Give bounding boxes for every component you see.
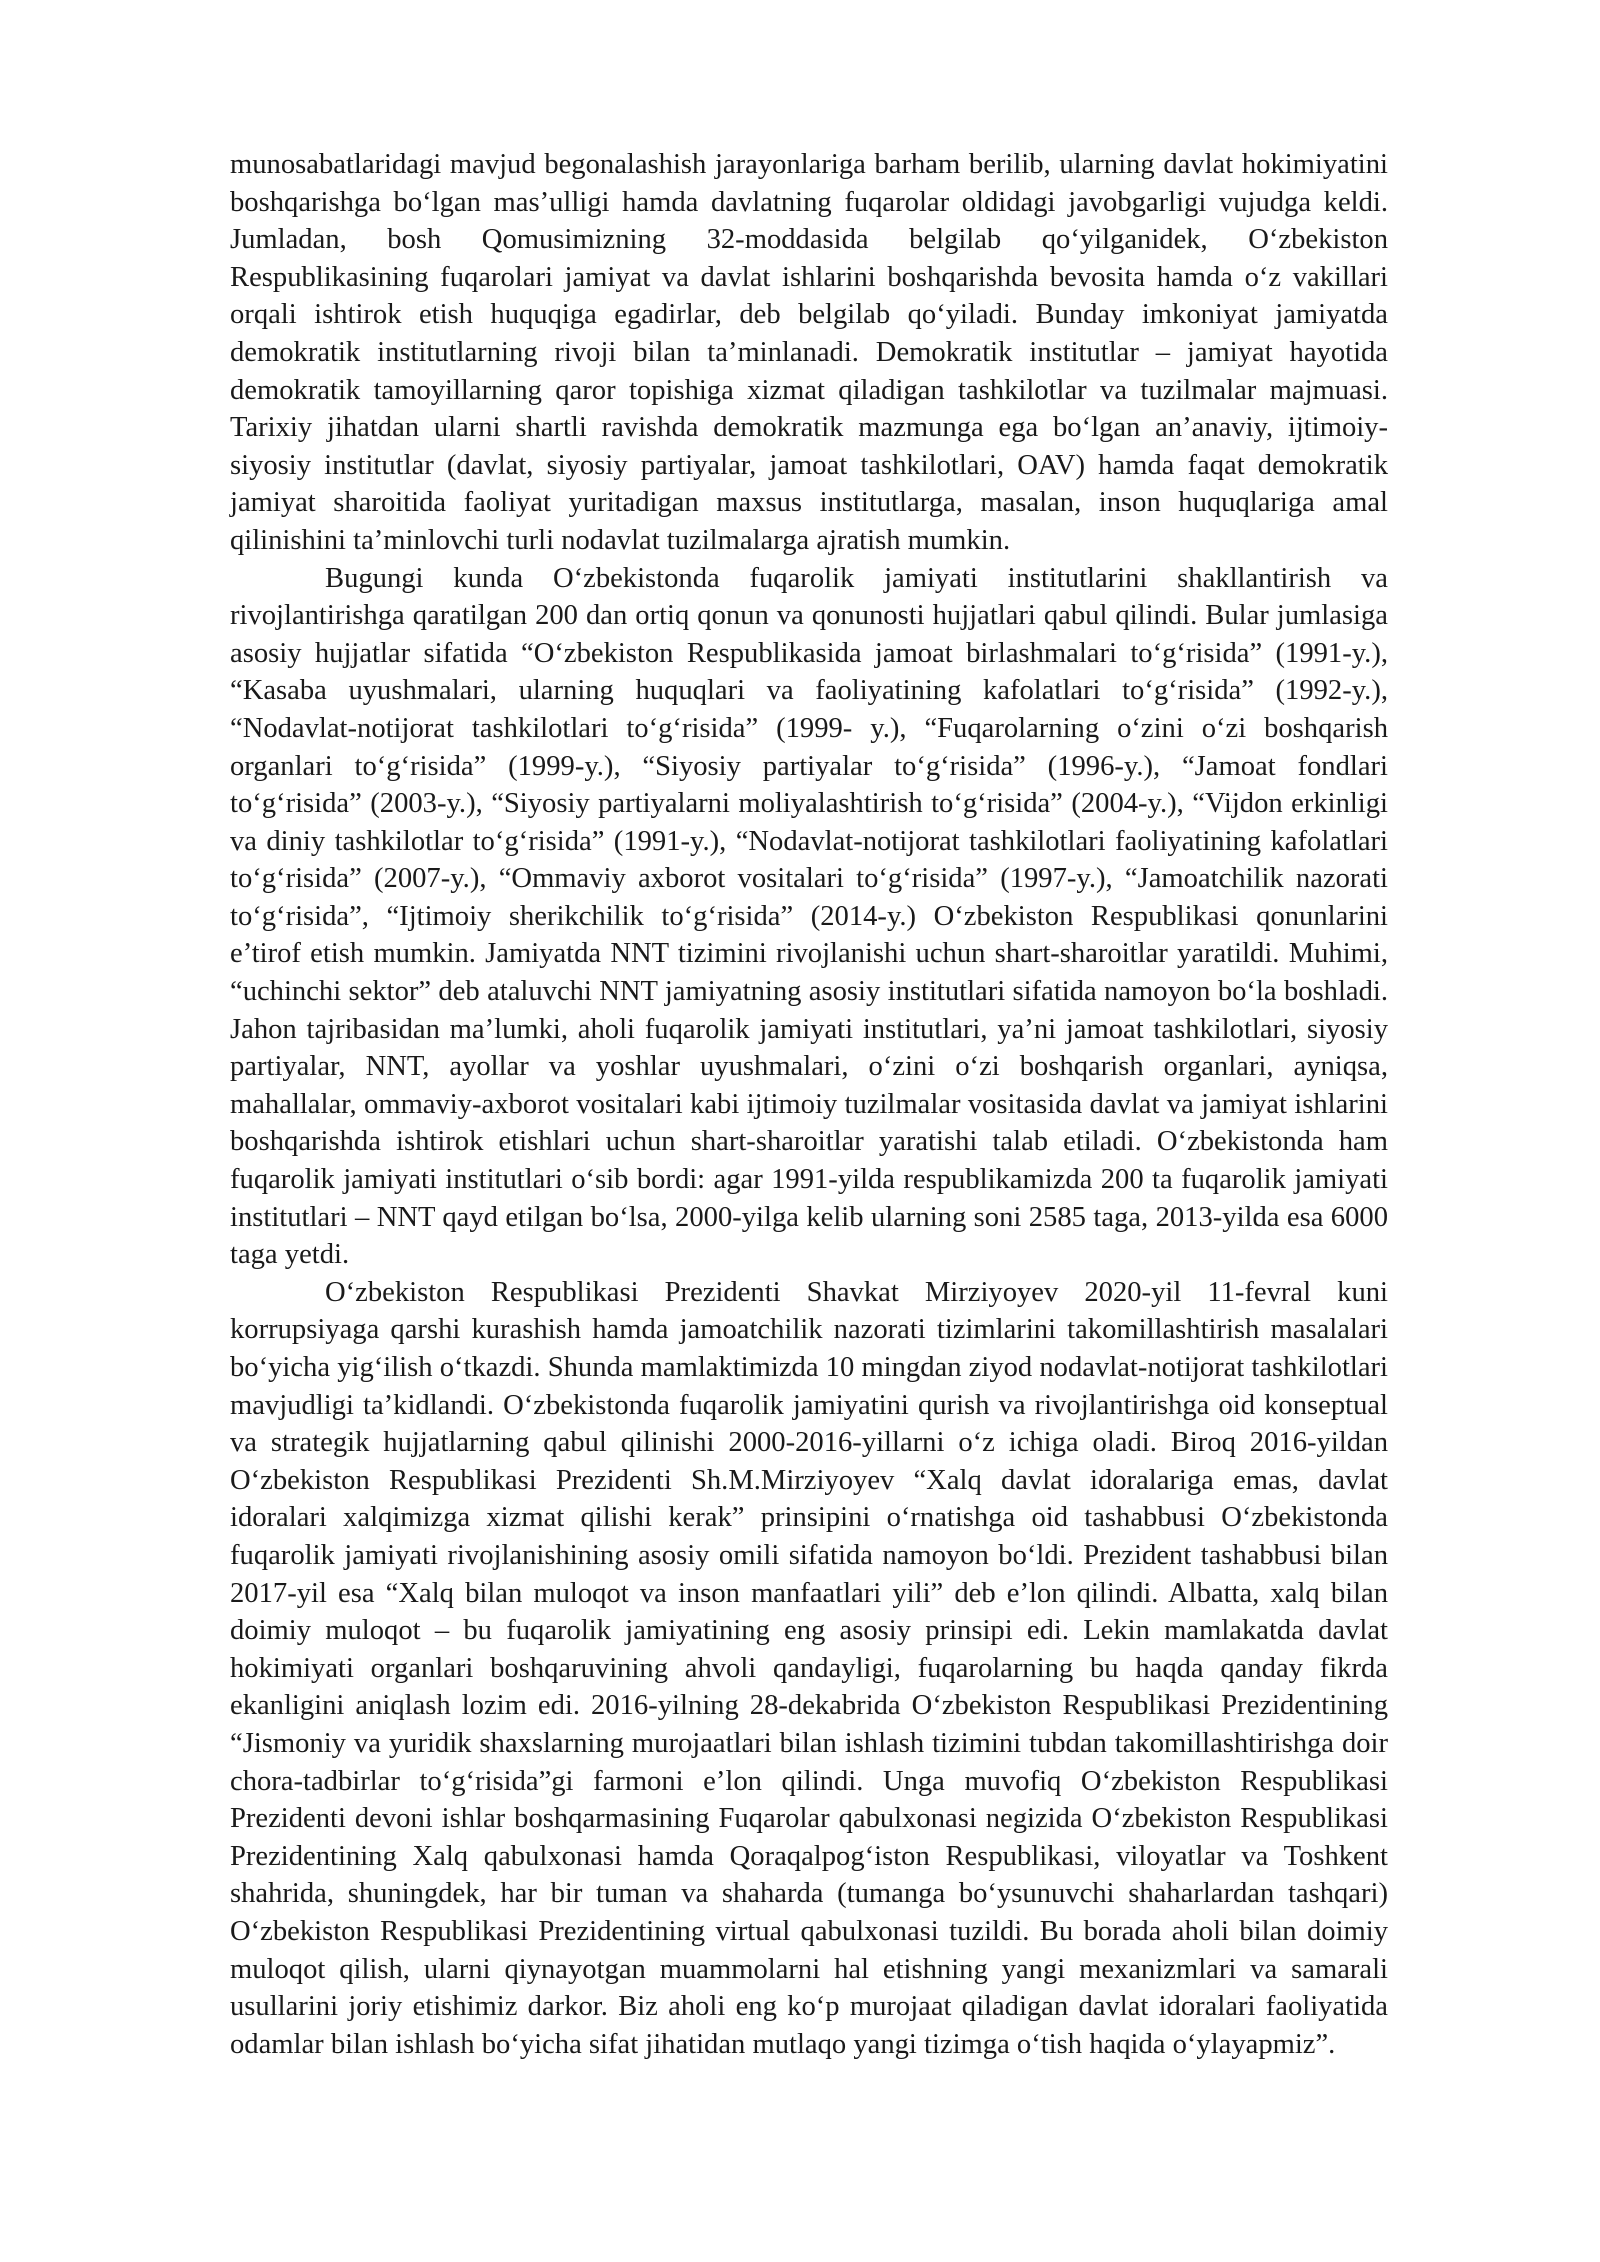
paragraph-3: O‘zbekiston Respublikasi Prezidenti Shavkat Mirziyoyev 2020-yil 11-fevral kuni korrupsiyaga qarshi kurashish hamda jamoatchilik nazorati tizimlarini takomillashtirish masalalari bo‘yicha yig‘ilish o‘tkazdi. Shunda mamlaktimizda 10 mingdan ziyod nodavlat-notijorat tashkilotlari mavjudligi ta’kidlandi. O‘zbekistonda fuqarolik jamiyatini qurish va rivojlantirishga oid konseptual va strategik hujjatlarning qabul qilinishi 2000-2016-yillarni o‘z ichiga oladi. Biroq 2016-yildan O‘zbekiston Respublikasi Prezidenti Sh.M.Mirziyoyev “Xalq davlat idoralariga emas, davlat idoralari xalqimizga xizmat qilishi kerak” prinsipini o‘rnatishga oid tashabbusi O‘zbekistonda fuqarolik jamiyati rivojlanishining asosiy omili sifatida namoyon bo‘ldi. Prezident tashabbusi bilan 2017-yil esa “Xalq bilan muloqot va inson manfaatlari yili” deb e’lon qilindi. Albatta, xalq bilan doimiy muloqot – bu fuqarolik jamiyatining eng asosiy prinsipi edi. Lekin mamlakatda davlat hokimiyati organlari boshqaruvining ahvoli qandayligi, fuqarolarning bu haqda qanday fikrda ekanligini aniqlash lozim edi. 2016-yilning 28-dekabrida O‘zbekiston Respublikasi Prezidentining “Jismoniy va yuridik shaxslarning murojaatlari bilan ishlash tizimini tubdan takomillashtirishga doir chora-tadbirlar to‘g‘risida”gi farmoni e’lon qilindi. Unga muvofiq O‘zbekiston Respublikasi Prezidenti devoni ishlar boshqarmasining Fuqarolar qabulxonasi negizida O‘zbekiston Respublikasi Prezidentining Xalq qabulxonasi hamda Qoraqalpog‘iston Respublikasi, viloyatlar va Toshkent shahrida, shuningdek, har bir tuman va shaharda (tumanga bo‘ysunuvchi shaharlardan tashqari) O‘zbekiston Respublikasi Prezidentining virtual qabulxonasi tuzildi. Bu borada aholi bilan doimiy muloqot qilish, ularni qiynayotgan muammolarni hal etishning yangi mexanizmlari va samarali usullarini joriy etishimiz darkor. Biz aholi eng ko‘p murojaat qiladigan davlat idoralari faoliyatida odamlar bilan ishlash bo‘yicha sifat jihatidan mutlaqo yangi tizimga o‘tish haqida o‘ylayapmiz”.: [230, 1276, 1388, 2060]
document-page: [230, 146, 1388, 2063]
paragraph-2: Bugungi kunda O‘zbekistonda fuqarolik jamiyati institutlarini shakllantirish va rivojlantirishga qaratilgan 200 dan ortiq qonun va qonunosti hujjatlari qabul qilindi. Bular jumlasiga asosiy hujjatlar sifatida “O‘zbekiston Respublikasida jamoat birlashmalari to‘g‘risida” (1991-y.), “Kasaba uyushmalari, ularning huquqlari va faoliyatining kafolatlari to‘g‘risida” (1992-y.), “Nodavlat-notijorat tashkilotlari to‘g‘risida” (1999- y.), “Fuqarolarning o‘zini o‘zi boshqarish organlari to‘g‘risida” (1999-y.), “Siyosiy partiyalar to‘g‘risida” (1996-y.), “Jamoat fondlari to‘g‘risida” (2003-y.), “Siyosiy partiyalarni moliyalashtirish to‘g‘risida” (2004-y.), “Vijdon erkinligi va diniy tashkilotlar to‘g‘risida” (1991-y.), “Nodavlat-notijorat tashkilotlari faoliyatining kafolatlari to‘g‘risida” (2007-y.), “Ommaviy axborot vositalari to‘g‘risida” (1997-y.), “Jamoatchilik nazorati to‘g‘risida”, “Ijtimoiy sherikchilik to‘g‘risida” (2014-y.) O‘zbekiston Respublikasi qonunlarini e’tirof etish mumkin. Jamiyatda NNT tizimini rivojlanishi uchun shart-sharoitlar yaratildi. Muhimi, “uchinchi sektor” deb ataluvchi NNT jamiyatning asosiy institutlari sifatida namoyon bo‘la boshladi. Jahon tajribasidan ma’lumki, aholi fuqarolik jamiyati institutlari, ya’ni jamoat tashkilotlari, siyosiy partiyalar, NNT, ayollar va yoshlar uyushmalari, o‘zini o‘zi boshqarish organlari, ayniqsa, mahallalar, ommaviy-axborot vositalari kabi ijtimoiy tuzilmalar vositasida davlat va jamiyat ishlarini boshqarishda ishtirok etishlari uchun shart-sharoitlar yaratishi talab etiladi. O‘zbekistonda ham fuqarolik jamiyati institutlari o‘sib bordi: agar 1991-yilda respublikamizda 200 ta fuqarolik jamiyati institutlari – NNT qayd etilgan bo‘lsa, 2000-yilga kelib ularning soni 2585 taga, 2013-yilda esa 6000 taga yetdi.: [230, 562, 1388, 1271]
paragraph-1: munosabatlaridagi mavjud begonalashish jarayonlariga barham berilib, ularning davlat hokimiyatini boshqarishga bo‘lgan mas’ulligi hamda davlatning fuqarolar oldidagi javobgarligi vujudga keldi. Jumladan, bosh Qomusimizning 32-moddasida belgilab qo‘yilganidek, O‘zbekiston Respublikasining fuqarolari jamiyat va davlat ishlarini boshqarishda bevosita hamda o‘z vakillari orqali ishtirok etish huquqiga egadirlar, deb belgilab qo‘yiladi. Bunday imkoniyat jamiyatda demokratik institutlarning rivoji bilan ta’minlanadi. Demokratik institutlar – jamiyat hayotida demokratik tamoyillarning qaror topishiga xizmat qiladigan tashkilotlar va tuzilmalar majmuasi. Tarixiy jihatdan ularni shartli ravishda demokratik mazmunga ega bo‘lgan an’anaviy, ijtimoiy-siyosiy institutlar (davlat, siyosiy partiyalar, jamoat tashkilotlari, OAV) hamda faqat demokratik jamiyat sharoitida faoliyat yuritadigan maxsus institutlarga, masalan, inson huquqlariga amal qilinishini ta’minlovchi turli nodavlat tuzilmalarga ajratish mumkin.: [230, 149, 1388, 556]
